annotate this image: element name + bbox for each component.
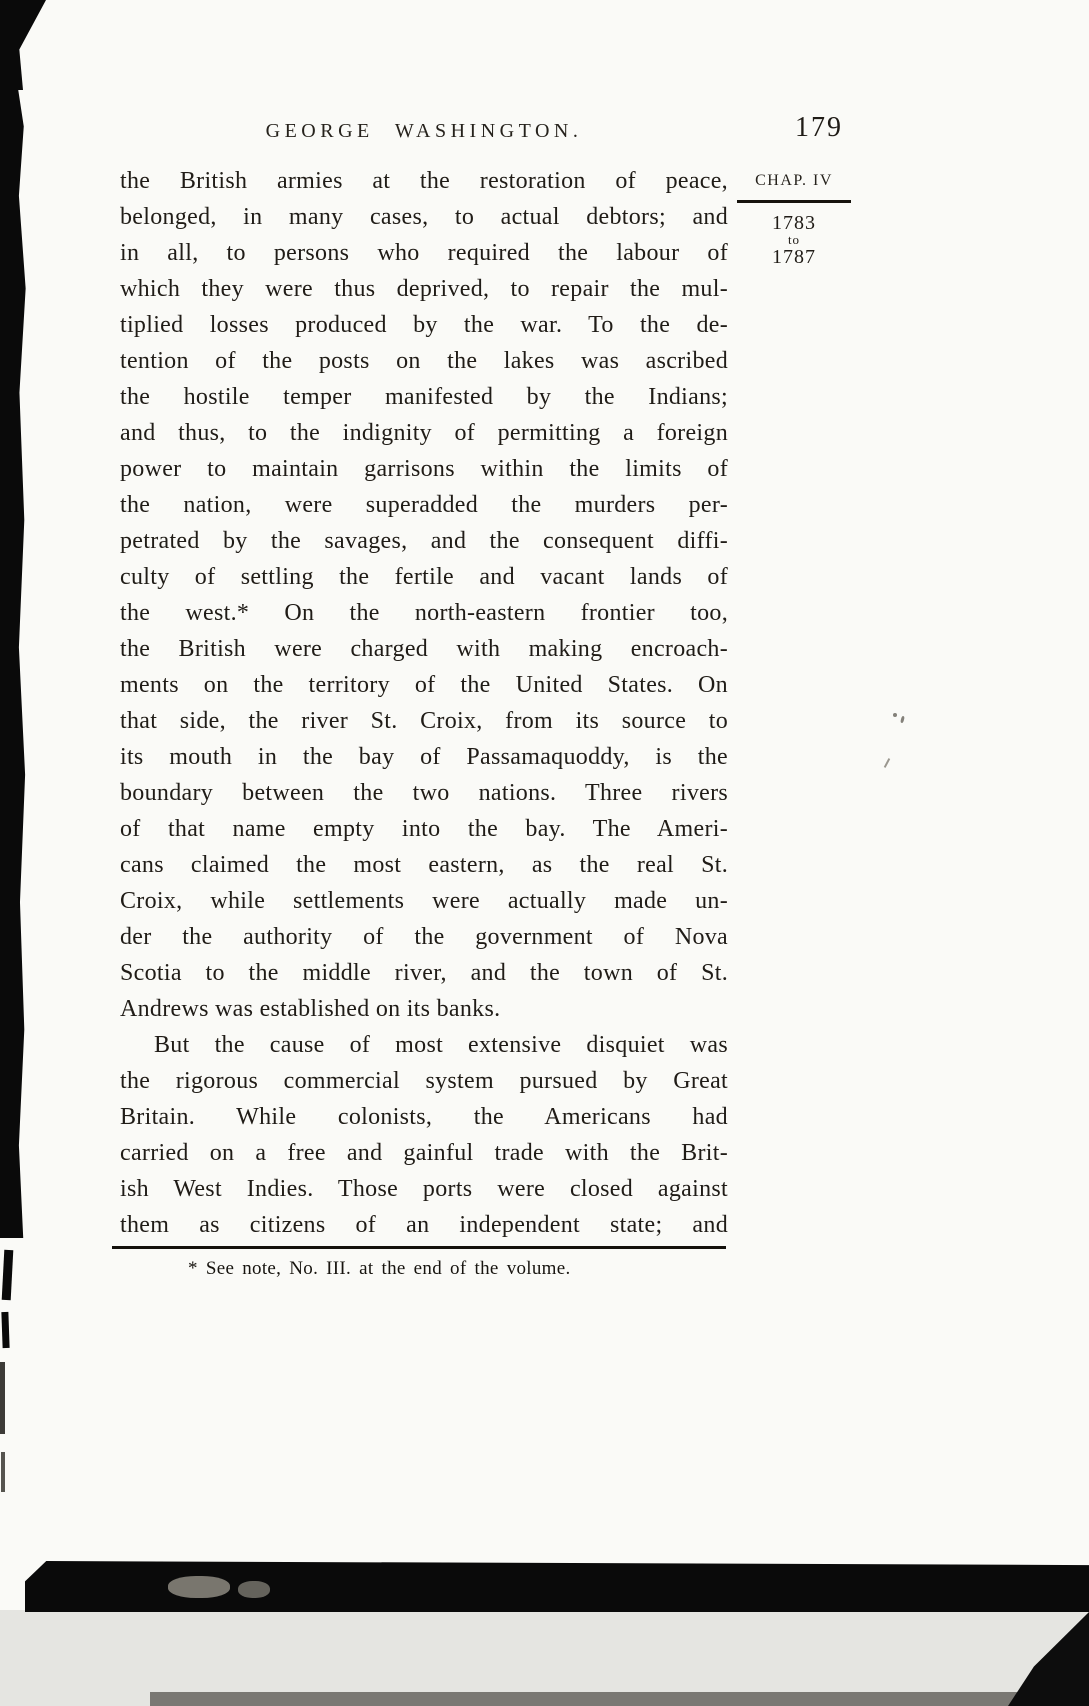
scan-artifact-left-mark — [2, 1250, 14, 1300]
body-line: tention of the posts on the lakes was ascribed — [120, 348, 728, 374]
marginalia — [737, 172, 851, 268]
body-line: belonged, in many cases, to actual debtors; and — [120, 204, 728, 230]
year-end: 1787 — [772, 246, 816, 268]
body-line: boundary between the two nations. Three rivers — [120, 780, 728, 806]
scan-artifact-left-edge-top — [0, 0, 46, 90]
body-line: that side, the river St. Croix, from its source to — [120, 708, 728, 734]
body-line: Scotia to the middle river, and the town of St. — [120, 960, 728, 986]
body-line: der the authority of the government of Nova — [120, 924, 728, 950]
body-line: ish West Indies. Those ports were closed against — [120, 1176, 728, 1202]
body-line: the British armies at the restoration of peace, — [120, 168, 728, 194]
running-head: GEORGE WASHINGTON. — [265, 120, 583, 142]
body-line: its mouth in the bay of Passamaquoddy, is the — [120, 744, 728, 770]
scan-artifact-smudge — [168, 1576, 230, 1598]
scan-artifact-left-mark — [1, 1312, 9, 1348]
footnote-rule — [112, 1246, 726, 1249]
body-line: them as citizens of an independent state; and — [120, 1212, 728, 1238]
body-line: Britain. While colonists, the Americans had — [120, 1104, 728, 1130]
chapter-label: CHAP. IV — [755, 172, 833, 189]
body-line: ments on the territory of the United States. On — [120, 672, 728, 698]
body-line: and thus, to the indignity of permitting a foreign — [120, 420, 728, 446]
body-text — [120, 163, 728, 1243]
scan-speck — [900, 716, 905, 724]
body-line: Croix, while settlements were actually made un- — [120, 888, 728, 914]
body-line: cans claimed the most eastern, as the real St. — [120, 852, 728, 878]
scan-speck — [893, 713, 897, 717]
body-line: in all, to persons who required the labour of — [120, 240, 728, 266]
chapter-rule — [737, 200, 851, 203]
date-range — [737, 212, 851, 268]
scan-artifact-bottom-edge — [150, 1692, 1089, 1706]
scan-artifact-left-edge-strip — [0, 80, 27, 1238]
page-number: 179 — [795, 112, 843, 143]
scan-speck — [884, 758, 890, 768]
body-line: carried on a free and gainful trade with the Brit- — [120, 1140, 728, 1166]
scan-artifact-smudge — [238, 1581, 270, 1598]
body-line: the west.* On the north-eastern frontier too, — [120, 600, 728, 626]
body-line: culty of settling the fertile and vacant lands of — [120, 564, 728, 590]
scan-artifact-left-mark — [1, 1452, 5, 1492]
body-line: the rigorous commercial system pursued by Great — [120, 1068, 728, 1094]
body-line: the nation, were superadded the murders per- — [120, 492, 728, 518]
body-line: which they were thus deprived, to repair the mul- — [120, 276, 728, 302]
year-start: 1783 — [772, 212, 816, 234]
body-line: the hostile temper manifested by the Indians; — [120, 384, 728, 410]
body-line: the British were charged with making encroach- — [120, 636, 728, 662]
year-connector: to — [787, 232, 801, 247]
body-line: But the cause of most extensive disquiet was — [154, 1032, 728, 1058]
body-line: power to maintain garrisons within the limits of — [120, 456, 728, 482]
body-line: Andrews was established on its banks. — [120, 996, 501, 1022]
scan-artifact-left-mark — [0, 1362, 5, 1434]
body-line: of that name empty into the bay. The Ameri- — [120, 816, 728, 842]
body-line: petrated by the savages, and the consequent diffi- — [120, 528, 728, 554]
footnote: * See note, No. III. at the end of the volume. — [188, 1258, 571, 1279]
body-line: tiplied losses produced by the war. To the de- — [120, 312, 728, 338]
